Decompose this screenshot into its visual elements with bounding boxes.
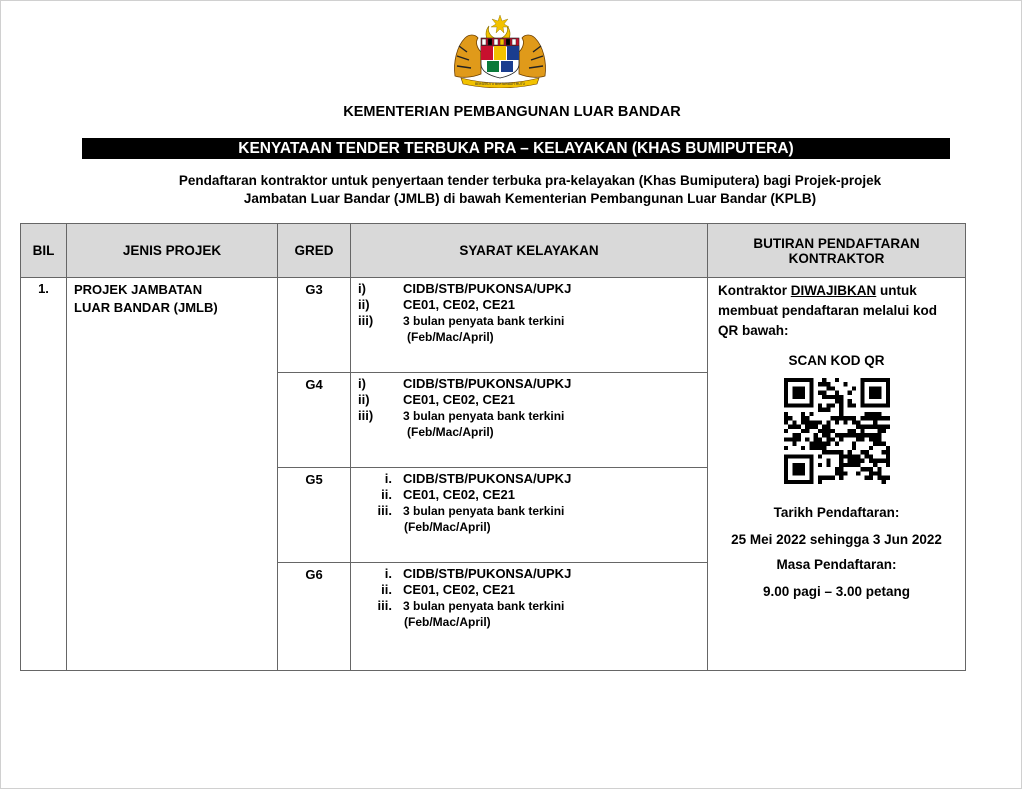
requirement-row: ii. CE01, CE02, CE21: [381, 487, 516, 502]
requirement-row: i) CIDB/STB/PUKONSA/UPKJ: [358, 281, 572, 296]
syarat-cell: [351, 563, 708, 671]
tarikh-label: Tarikh Pendaftaran:: [773, 505, 900, 520]
intro-line-1: Pendaftaran kontraktor untuk penyertaan tender terbuka pra-kelayakan (Khas Bumiputera) bagi Projek-projek: [178, 173, 882, 188]
gred-cell: G6: [278, 563, 351, 671]
requirement-row: ii) CE01, CE02, CE21: [358, 392, 516, 407]
table-row: [21, 278, 966, 373]
masa-value: 9.00 pagi – 3.00 petang: [762, 584, 911, 599]
header-syarat: SYARAT KELAYAKAN: [351, 224, 708, 278]
tarikh-value: 25 Mei 2022 sehingga 3 Jun 2022: [731, 532, 942, 547]
gred-cell: G5: [278, 468, 351, 563]
requirement-row: ii) CE01, CE02, CE21: [358, 297, 516, 312]
requirement-row: i. CIDB/STB/PUKONSA/UPKJ: [384, 566, 572, 581]
malaysia-coat-of-arms-icon: [451, 12, 549, 88]
requirement-row: iii. 3 bulan penyata bank terkini: [377, 503, 565, 518]
requirement-row: i. CIDB/STB/PUKONSA/UPKJ: [384, 471, 572, 486]
requirement-months: (Feb/Mac/April): [404, 520, 491, 534]
scan-qr-label: SCAN KOD QR: [788, 353, 885, 368]
requirement-months: (Feb/Mac/April): [404, 615, 491, 629]
bil-cell: 1.: [21, 278, 67, 671]
intro-line-2: Jambatan Luar Bandar (JMLB) di bawah Kementerian Pembangunan Luar Bandar (KPLB): [243, 191, 817, 206]
jenis-line-2: LUAR BANDAR (JMLB): [74, 300, 218, 315]
requirement-months: (Feb/Mac/April): [407, 330, 494, 344]
requirement-row: iii. 3 bulan penyata bank terkini: [377, 598, 565, 613]
registration-instruction: Kontraktor DIWAJIBKAN untuk membuat pendaftaran melalui kod QR bawah:: [718, 283, 938, 338]
header-bil: BIL: [21, 224, 67, 278]
requirement-row: i) CIDB/STB/PUKONSA/UPKJ: [358, 376, 572, 391]
header-butiran: [708, 224, 966, 278]
header-butiran-line-2: KONTRAKTOR: [788, 250, 885, 266]
jenis-projek-cell: [67, 278, 278, 671]
syarat-cell: [351, 278, 708, 373]
requirement-row: iii) 3 bulan penyata bank terkini: [358, 313, 565, 328]
mandatory-emphasis: DIWAJIBKAN: [790, 283, 877, 298]
requirement-months: (Feb/Mac/April): [407, 425, 494, 439]
intro-text: [100, 172, 960, 208]
header-butiran-line-1: BUTIRAN PENDAFTARAN: [753, 235, 920, 251]
gred-cell: G4: [278, 373, 351, 468]
notice-banner: KENYATAAN TENDER TERBUKA PRA – KELAYAKAN (KHAS BUMIPUTERA): [82, 138, 950, 159]
jenis-line-1: PROJEK JAMBATAN: [74, 282, 203, 297]
tender-table: [20, 223, 966, 671]
requirement-row: ii. CE01, CE02, CE21: [381, 582, 516, 597]
ministry-title: KEMENTERIAN PEMBANGUNAN LUAR BANDAR: [343, 104, 681, 120]
syarat-cell: [351, 373, 708, 468]
crest-motto: BERSEKUTU BERTAMBAH MUTU: [474, 82, 526, 86]
qr-code-icon[interactable]: [784, 378, 890, 484]
header-jenis: JENIS PROJEK: [67, 224, 278, 278]
butiran-cell: [708, 278, 966, 671]
header-gred: GRED: [278, 224, 351, 278]
syarat-cell: [351, 468, 708, 563]
requirement-row: iii) 3 bulan penyata bank terkini: [358, 408, 565, 423]
gred-cell: G3: [278, 278, 351, 373]
masa-label: Masa Pendaftaran:: [776, 557, 897, 572]
table-header-row: [21, 224, 966, 278]
